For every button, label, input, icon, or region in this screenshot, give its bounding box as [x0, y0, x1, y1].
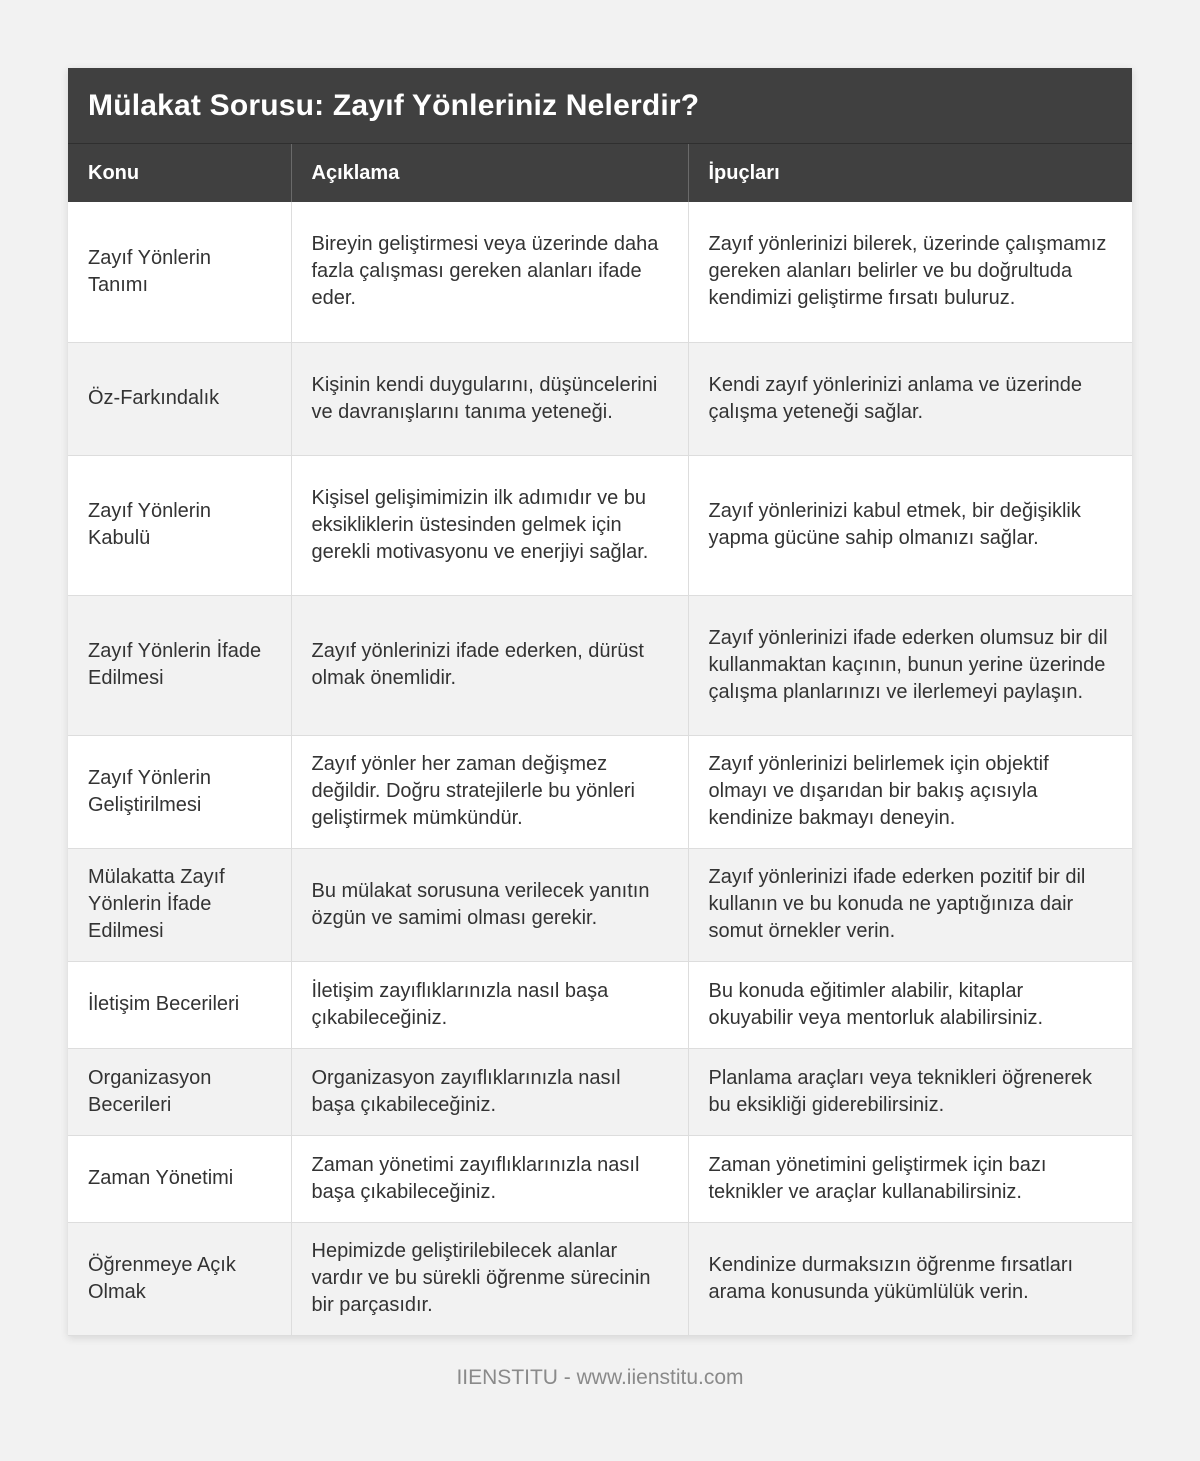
cell-konu: Organizasyon Becerileri — [68, 1048, 291, 1135]
cell-ipuclari: Zaman yönetimini geliştirmek için bazı teknikler ve araçlar kullanabilirsiniz. — [688, 1135, 1132, 1222]
table-row — [68, 1048, 1132, 1135]
cell-aciklama: Hepimizde geliştirilebilecek alanlar vardır ve bu sürekli öğrenme sürecinin bir parçasıdır. — [291, 1222, 688, 1335]
column-header-konu: Konu — [68, 144, 291, 202]
table-row — [68, 735, 1132, 848]
weakness-table — [68, 144, 1132, 1336]
cell-aciklama: İletişim zayıflıklarınızla nasıl başa çıkabileceğiniz. — [291, 961, 688, 1048]
cell-aciklama: Zaman yönetimi zayıflıklarınızla nasıl başa çıkabileceğiniz. — [291, 1135, 688, 1222]
title-bar — [68, 68, 1132, 144]
table-row — [68, 455, 1132, 595]
content-card — [68, 68, 1132, 1336]
cell-konu: Öz-Farkındalık — [68, 342, 291, 455]
cell-konu: Zayıf Yönlerin Kabulü — [68, 455, 291, 595]
cell-aciklama: Kişisel gelişimimizin ilk adımıdır ve bu eksikliklerin üstesinden gelmek için gerekli motivasyonu ve enerjiyi sağlar. — [291, 455, 688, 595]
cell-konu: Zayıf Yönlerin Geliştirilmesi — [68, 735, 291, 848]
column-header-ipuclari: İpuçları — [688, 144, 1132, 202]
cell-aciklama: Bu mülakat sorusuna verilecek yanıtın özgün ve samimi olması gerekir. — [291, 848, 688, 961]
table-row — [68, 848, 1132, 961]
table-row — [68, 202, 1132, 342]
cell-konu: Mülakatta Zayıf Yönlerin İfade Edilmesi — [68, 848, 291, 961]
cell-ipuclari: Zayıf yönlerinizi belirlemek için objektif olmayı ve dışarıdan bir bakış açısıyla kendinize bakmayı deneyin. — [688, 735, 1132, 848]
cell-ipuclari: Zayıf yönlerinizi ifade ederken olumsuz bir dil kullanmaktan kaçının, bunun yerine üzerinde çalışma planlarınızı ve ilerlemeyi paylaşın. — [688, 595, 1132, 735]
column-header-aciklama: Açıklama — [291, 144, 688, 202]
table-row — [68, 961, 1132, 1048]
table-row — [68, 1135, 1132, 1222]
cell-aciklama: Bireyin geliştirmesi veya üzerinde daha fazla çalışması gereken alanları ifade eder. — [291, 202, 688, 342]
cell-konu: Öğrenmeye Açık Olmak — [68, 1222, 291, 1335]
cell-aciklama: Kişinin kendi duygularını, düşüncelerini ve davranışlarını tanıma yeteneği. — [291, 342, 688, 455]
table-row — [68, 342, 1132, 455]
cell-ipuclari: Planlama araçları veya teknikleri öğrenerek bu eksikliği giderebilirsiniz. — [688, 1048, 1132, 1135]
cell-ipuclari: Zayıf yönlerinizi bilerek, üzerinde çalışmamız gereken alanları belirler ve bu doğrultuda kendimizi geliştirme fırsatı buluruz. — [688, 202, 1132, 342]
cell-ipuclari: Zayıf yönlerinizi kabul etmek, bir değişiklik yapma gücüne sahip olmanızı sağlar. — [688, 455, 1132, 595]
cell-aciklama: Organizasyon zayıflıklarınızla nasıl başa çıkabileceğiniz. — [291, 1048, 688, 1135]
cell-ipuclari: Kendi zayıf yönlerinizi anlama ve üzerinde çalışma yeteneği sağlar. — [688, 342, 1132, 455]
cell-ipuclari: Kendinize durmaksızın öğrenme fırsatları arama konusunda yükümlülük verin. — [688, 1222, 1132, 1335]
table-header-row — [68, 144, 1132, 202]
page-title: Mülakat Sorusu: Zayıf Yönleriniz Nelerdir? — [88, 88, 700, 122]
cell-ipuclari: Zayıf yönlerinizi ifade ederken pozitif bir dil kullanın ve bu konuda ne yaptığınıza dair somut örnekler verin. — [688, 848, 1132, 961]
table-row — [68, 595, 1132, 735]
footer-credit: IIENSTITU - www.iienstitu.com — [456, 1366, 744, 1389]
cell-ipuclari: Bu konuda eğitimler alabilir, kitaplar okuyabilir veya mentorluk alabilirsiniz. — [688, 961, 1132, 1048]
cell-konu: Zayıf Yönlerin İfade Edilmesi — [68, 595, 291, 735]
cell-konu: Zayıf Yönlerin Tanımı — [68, 202, 291, 342]
cell-aciklama: Zayıf yönler her zaman değişmez değildir. Doğru stratejilerle bu yönleri geliştirmek mümkündür. — [291, 735, 688, 848]
cell-konu: Zaman Yönetimi — [68, 1135, 291, 1222]
cell-konu: İletişim Becerileri — [68, 961, 291, 1048]
cell-aciklama: Zayıf yönlerinizi ifade ederken, dürüst olmak önemlidir. — [291, 595, 688, 735]
table-row — [68, 1222, 1132, 1335]
